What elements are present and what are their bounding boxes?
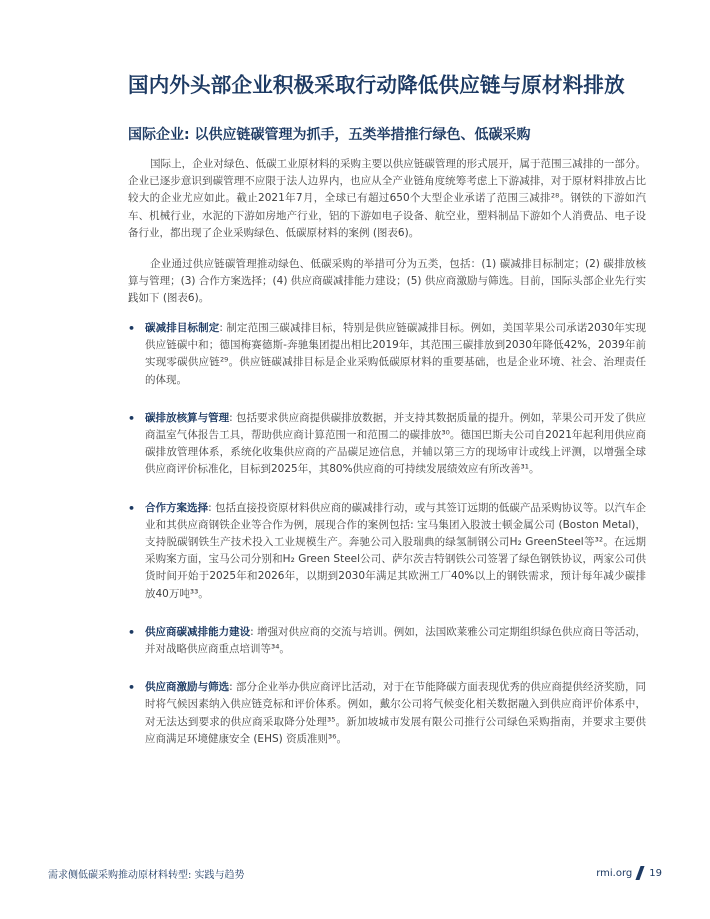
section-title: 国际企业: 以供应链碳管理为抓手，五类举措推行绿色、低碳采购 bbox=[128, 127, 531, 143]
bullet-text: : 增强对供应商的交流与培训。例如，法国欧莱雅公司定期组织绿色供应商日等活动，并对战略供应商重点培训等³⁴。 bbox=[145, 625, 647, 656]
bullet-text: : 包括直接投资原材料供应商的碳减排行动，或与其签订远期的低碳产品采购协议等。以汽车企业和其供应商钢铁企业等合作为例，展现合作的案例包括: 宝马集团入股波士顿金属公司 (Boston Metal)，支持脱碳钢铁生产技术投入工业规模生产。奔驰公司入股瑞典的绿氢制钢公司H₂ GreenSteel等³²。在远期采购案方面，宝马公司分别和H₂ Green Steel公司、萨尔茨吉特钢铁公司签署了绿色钢铁协议，两家公司供货时间开始于2025年和2026年，以期到2030年满足其欧洲工厂40%以上的钢铁需求，预计每年减少碳排放40万吨³³。 bbox=[145, 501, 647, 600]
bullet-icon: • bbox=[128, 322, 136, 335]
bullet-icon: • bbox=[128, 411, 136, 425]
page-title: 国内外头部企业积极采取行动降低供应链与原材料排放 bbox=[128, 73, 625, 97]
bullet-text: : 部分企业举办供应商评比活动，对于在节能降碳方面表现优秀的供应商提供经济奖励，同时将气候因素纳入供应链竞标和评价体系。例如，戴尔公司将气候变化相关数据融入到供应商评价体系中，对无法达到要求的供应商采取降分处理³⁵。新加坡城市发展有限公司推行公司绿色采购指南，并要求主要供应商满足环境健康安全 (EHS) 资质准则³⁶。 bbox=[145, 681, 647, 745]
bullet-text: : 包括要求供应商提供碳排放数据，并支持其数据质量的提升。例如，苹果公司开发了供应商温室气体报告工具，帮助供应商计算范围一和范围二的碳排放³⁰。德国巴斯夫公司自2021年起利用供应商碳排放管理体系，系统化收集供应商的产品碳足迹信息，并辅以第三方的现场审计或线上评测，以增强全球供应商评价标准化，目标到2025年，其80%供应商的可持续发展绩效应有所改善³¹。 bbox=[145, 411, 647, 476]
slash-divider-icon bbox=[636, 866, 645, 880]
list-item bbox=[128, 410, 646, 479]
bullet-icon: • bbox=[128, 501, 136, 515]
bullet-term: 碳排放核算与管理 bbox=[145, 411, 230, 424]
page-footer bbox=[48, 866, 662, 882]
paragraph-measures: 企业通过供应链碳管理推动绿色、低碳采购的举措可分为五类，包括：(1) 碳减排目标制定；(2) 碳排放核算与管理；(3) 合作方案选择；(4) 供应商碳减排能力建设；(5) 供应商激励与筛选。目前，国际头部企业先行实践如下 (图表6)。 bbox=[128, 258, 646, 305]
bullet-text: : 制定范围三碳减排目标，特别是供应链碳减排目标。例如，美国苹果公司承诺2030年实现供应链碳中和；德国梅赛德斯-奔驰集团提出相比2019年，其范围三碳排放到2030年降低42%，2039年前实现零碳供应链²⁹。供应链碳减排目标是企业采购低碳原材料的重要基础，也是企业环境、社会、治理责任的体现。 bbox=[145, 322, 646, 386]
paragraph-intro: 国际上，企业对绿色、低碳工业原材料的采购主要以供应链碳管理的形式展开，属于范围三减排的一部分。企业已逐步意识到碳管理不应限于法人边界内，也应从全产业链角度统筹考虑上下游减排，对于原材料排放占比较大的企业尤应如此。截止2021年7月，全球已有超过650个大型企业承诺了范围三减排²⁸。钢铁的下游如汽车、机械行业，水泥的下游如房地产行业，铝的下游如电子设备、航空业，塑料制品下游如个人消费品、电子设备行业，都出现了企业采购绿色、低碳原材料的案例 (图表6)。 bbox=[128, 158, 646, 239]
bullet-icon: • bbox=[128, 681, 136, 695]
bullet-term: 供应商碳减排能力建设 bbox=[145, 625, 251, 638]
list-item bbox=[128, 624, 646, 658]
measures-list bbox=[128, 320, 646, 769]
bullet-term: 供应商激励与筛选 bbox=[145, 681, 230, 694]
footer-page-info bbox=[596, 866, 662, 880]
bullet-term: 碳减排目标制定 bbox=[145, 322, 220, 334]
page-number: 19 bbox=[649, 867, 662, 879]
footer-site-link[interactable]: rmi.org bbox=[596, 867, 633, 879]
list-item bbox=[128, 679, 646, 748]
list-item bbox=[128, 500, 646, 603]
bullet-icon: • bbox=[128, 625, 136, 639]
list-item bbox=[128, 320, 646, 389]
footer-report-title: 需求侧低碳采购推动原材料转型: 实践与趋势 bbox=[48, 870, 245, 881]
bullet-term: 合作方案选择 bbox=[145, 501, 209, 514]
